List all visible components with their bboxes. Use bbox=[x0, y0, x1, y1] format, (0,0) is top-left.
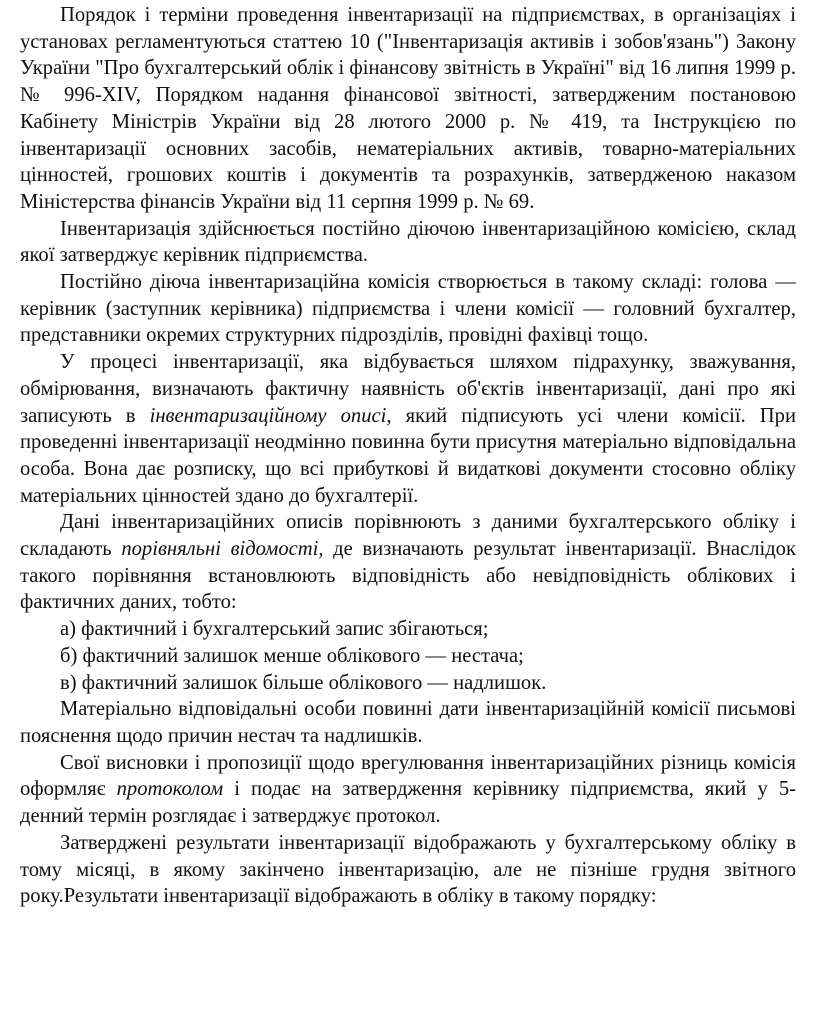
text-run: а) фактичний і бухгалтерський запис збігаються; bbox=[60, 618, 489, 641]
italic-term: протоколом bbox=[116, 778, 224, 801]
italic-term: порівняльні відомості, bbox=[121, 538, 324, 561]
document-page bbox=[20, 2, 796, 910]
text-run: Затверджені результати інвентаризації відображають у бухгалтерському обліку в тому місяці, в якому закінчено інвентаризацію, але не пізніше грудня звітного року.Результати інвентаризації відображають в обліку в такому порядку: bbox=[20, 831, 796, 908]
list-item bbox=[20, 643, 796, 670]
paragraph bbox=[20, 349, 796, 509]
paragraph bbox=[20, 2, 796, 216]
paragraph bbox=[20, 216, 796, 269]
list-item bbox=[20, 670, 796, 697]
text-run: Постійно діюча інвентаризаційна комісія створюється в такому складі: голова — керівник (заступник керівника) підприємства і члени комісії — головний бухгалтер, представники окремих структурних підрозділів, провідні фахівці тощо. bbox=[20, 271, 796, 347]
text-run: в) фактичний залишок більше облікового — надлишок. bbox=[60, 671, 547, 694]
text-run: Інвентаризація здійснюється постійно діючою інвентаризаційною комісією, склад якої затверджує керівник підприємства. bbox=[20, 217, 796, 267]
text-run: Дані інвентаризаційних описів порівнюють з даними бухгалтерського обліку і складають bbox=[20, 511, 796, 561]
paragraph bbox=[20, 509, 796, 616]
italic-term: інвентаризаційному описі, bbox=[149, 404, 392, 427]
list-item bbox=[20, 616, 796, 643]
text-run: Свої висновки і пропозиції щодо врегулювання інвентаризаційних різниць комісія оформляє bbox=[20, 751, 796, 801]
paragraph bbox=[20, 830, 796, 910]
text-run: де визначають результат інвентаризації. Внаслідок такого порівняння встановлюють відповідність або невідповідність облікових і фактичних даних, тобто: bbox=[20, 538, 796, 614]
text-run: і подає на затвердження керівнику підприємства, який у 5-денний термін розглядає і затверджує протокол. bbox=[20, 778, 796, 828]
text-run: У процесі інвентаризації, яка відбувається шляхом підрахунку, зважування, обмірювання, визначають фактичну наявність об'єктів інвентаризації, дані про які записують в bbox=[20, 351, 796, 427]
paragraph bbox=[20, 750, 796, 830]
paragraph bbox=[20, 269, 796, 349]
text-run: Матеріально відповідальні особи повинні дати інвентаризаційній комісії письмові пояснення щодо причин нестач та надлишків. bbox=[20, 698, 796, 747]
text-run: Порядок і терміни проведення інвентаризації на підприємствах, в організаціях і установах регламентуються статтею 10 ("Інвентаризація активів і зобов'язань") Закону України "Про бухгалтерський облік і фінансову звітність в Україні" від 16 липня 1999 р. № 996-XIV, Порядком надання фінансової звітності, затвердженим постановою Кабінету Міністрів України від 28 лютого 2000 р. № 419, та Інструкцією по інвентаризації основних засобів, нематеріальних активів, товарно-матеріальних цінностей, грошових коштів і документів та розрахунків, затвердженою наказом Міністерства фінансів України від 11 серпня 1999 р. № 69. bbox=[20, 4, 796, 213]
text-run: б) фактичний залишок менше облікового — нестача; bbox=[60, 644, 524, 667]
paragraph bbox=[20, 696, 796, 749]
text-run: який підписують усі члени комісії. При проведенні інвентаризації неодмінно повинна бути присутня матеріально відповідальна особа. Вона дає розписку, що всі прибуткові й видаткові документи стосовно обліку матеріальних цінностей здано до бухгалтерії. bbox=[20, 404, 796, 507]
